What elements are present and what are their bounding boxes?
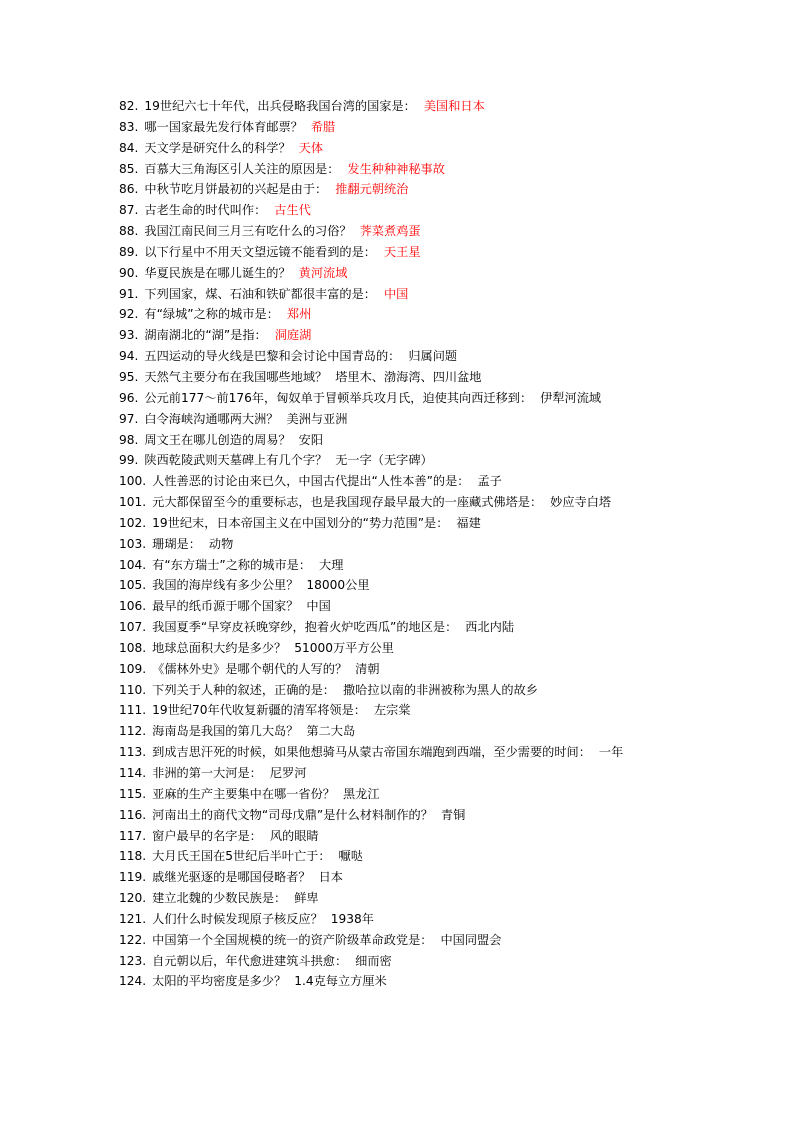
item-body (152, 826, 679, 847)
item-body (144, 284, 679, 305)
item-number: 109. (119, 661, 147, 676)
question-text: 建立北魏的少数民族是： (152, 891, 287, 906)
question-text: 有“东方瑞士”之称的城市是： (152, 557, 312, 572)
item-number: 103. (119, 536, 147, 551)
answer-text: 美洲与亚洲 (286, 411, 348, 426)
answer-text: 无一字（无字碑） (335, 453, 433, 468)
answer-text: 中国 (383, 286, 409, 301)
qa-item (119, 325, 679, 346)
qa-item (119, 826, 679, 847)
qa-item (119, 575, 679, 596)
question-text: 海南岛是我国的第几大岛？ (152, 724, 299, 739)
qa-item (119, 867, 679, 888)
question-text: 《儒林外史》是哪个朝代的人写的？ (152, 661, 348, 676)
item-number: 84. (119, 140, 139, 155)
item-body (144, 450, 679, 471)
answer-text: 塔里木、渤海湾、四川盆地 (335, 369, 482, 384)
answer-text: 西北内陆 (465, 620, 515, 635)
qa-item (119, 555, 679, 576)
qa-item (119, 304, 679, 325)
item-number: 107. (119, 620, 147, 635)
question-text: 自元朝以后，年代愈进建筑斗拱愈： (152, 953, 348, 968)
item-number: 119. (119, 870, 147, 885)
item-number: 93. (119, 328, 139, 343)
item-number: 121. (119, 911, 147, 926)
item-body (144, 179, 679, 200)
question-text: 古老生命的时代叫作： (144, 203, 267, 218)
answer-text: 1938年 (330, 911, 374, 926)
item-body (144, 159, 679, 180)
qa-item (119, 784, 679, 805)
answer-text: 风的眼睛 (269, 828, 319, 843)
item-body (152, 471, 679, 492)
answer-text: 鲜卑 (294, 891, 319, 906)
item-body (152, 930, 679, 951)
item-body (152, 617, 679, 638)
item-number: 124. (119, 974, 147, 989)
question-text: 下列国家，煤、石油和铁矿都很丰富的是： (144, 286, 376, 301)
qa-item (119, 138, 679, 159)
answer-text: 嚈哒 (338, 849, 363, 864)
answer-text: 洞庭湖 (274, 328, 312, 343)
item-number: 94. (119, 349, 139, 364)
qa-item (119, 346, 679, 367)
item-number: 116. (119, 807, 147, 822)
qa-item (119, 951, 679, 972)
answer-text: 孟子 (477, 474, 502, 489)
question-text: 湖南湖北的“湖”是指： (144, 328, 267, 343)
item-number: 83. (119, 119, 139, 134)
item-body (144, 430, 679, 451)
item-body (152, 721, 679, 742)
qa-item (119, 534, 679, 555)
item-number: 96. (119, 390, 139, 405)
answer-text: 推翻元朝统治 (335, 182, 409, 197)
question-text: 百慕大三角海区引人关注的原因是： (144, 161, 340, 176)
item-body (152, 534, 679, 555)
qa-item (119, 638, 679, 659)
item-body (144, 367, 679, 388)
qa-item (119, 159, 679, 180)
item-number: 88. (119, 224, 139, 239)
answer-text: 荠菜煮鸡蛋 (359, 224, 421, 239)
qa-item (119, 200, 679, 221)
item-number: 95. (119, 369, 139, 384)
item-number: 91. (119, 286, 139, 301)
item-body (152, 888, 679, 909)
answer-text: 左宗棠 (373, 703, 411, 718)
item-body (144, 96, 679, 117)
item-number: 105. (119, 578, 147, 593)
answer-text: 尼罗河 (269, 766, 307, 780)
answer-text: 青铜 (440, 807, 466, 822)
item-body (152, 492, 679, 513)
answer-text: 51000万平方公里 (294, 640, 394, 655)
item-number: 123. (119, 953, 147, 968)
answer-text: 古生代 (274, 203, 311, 218)
answer-text: 妙应寺白塔 (550, 495, 612, 510)
qa-item (119, 117, 679, 138)
answer-text: 撒哈拉以南的非洲被称为黑人的故乡 (342, 682, 538, 697)
item-number: 85. (119, 161, 139, 176)
question-text: 哪一国家最先发行体育邮票？ (144, 119, 303, 134)
item-body (152, 596, 679, 617)
question-text: 人们什么时候发现原子核反应？ (152, 911, 323, 926)
question-text: 窗户最早的名字是： (152, 828, 262, 843)
question-text: 中国第一个全国规模的统一的资产阶级革命政党是： (152, 932, 433, 947)
question-text: 天然气主要分布在我国哪些地域？ (144, 369, 328, 384)
item-number: 89. (119, 244, 139, 259)
question-text: 珊瑚是： (152, 536, 201, 551)
item-body (144, 138, 679, 159)
qa-item (119, 513, 679, 534)
qa-item (119, 242, 679, 263)
question-text: 河南出土的商代文物“司母戊鼎”是什么材料制作的？ (152, 807, 433, 822)
item-number: 86. (119, 182, 139, 197)
answer-text: 天王星 (383, 244, 421, 259)
qa-item (119, 680, 679, 701)
item-body (152, 638, 679, 659)
item-number: 120. (119, 891, 147, 906)
question-text: 我国夏季“早穿皮袄晚穿纱，抱着火炉吃西瓜”的地区是： (152, 620, 458, 635)
qa-item (119, 617, 679, 638)
question-text: 大月氏王国在5世纪后半叶亡于： (152, 849, 331, 864)
item-body (144, 304, 679, 325)
question-text: 白令海峡沟通哪两大洲？ (144, 411, 279, 426)
answer-text: 美国和日本 (423, 99, 485, 113)
qa-item (119, 367, 679, 388)
item-number: 100. (119, 474, 147, 489)
answer-text: 归属问题 (408, 349, 458, 364)
qa-item (119, 846, 679, 867)
qa-item (119, 742, 679, 763)
qa-list (119, 96, 679, 992)
question-text: 亚麻的生产主要集中在哪一省份？ (152, 786, 335, 801)
item-body (152, 659, 679, 680)
item-body (152, 951, 679, 972)
qa-item (119, 909, 679, 930)
question-text: 戚继光驱逐的是哪国侵略者？ (152, 870, 311, 885)
item-body (152, 513, 679, 534)
item-number: 101. (119, 495, 147, 510)
answer-text: 18000公里 (306, 578, 370, 593)
item-body (152, 909, 679, 930)
item-number: 92. (119, 307, 139, 322)
answer-text: 黄河流域 (298, 265, 348, 280)
qa-item (119, 409, 679, 430)
item-body (152, 555, 679, 576)
qa-item (119, 700, 679, 721)
question-text: 有“绿城”之称的城市是： (144, 307, 279, 322)
item-number: 102. (119, 515, 147, 530)
item-number: 113. (119, 745, 147, 760)
question-text: 太阳的平均密度是多少？ (152, 974, 287, 989)
item-body (144, 221, 679, 242)
question-text: 地球总面积大约是多少？ (152, 640, 287, 655)
question-text: 陕西乾陵武则天墓碑上有几个字？ (144, 453, 328, 468)
item-body (144, 242, 679, 263)
answer-text: 天体 (298, 140, 324, 155)
item-body (152, 700, 679, 721)
qa-item (119, 763, 679, 784)
qa-item (119, 971, 679, 992)
item-number: 122. (119, 932, 147, 947)
answer-text: 动物 (208, 536, 234, 551)
answer-text: 发生种种神秘事故 (347, 161, 445, 176)
qa-item (119, 721, 679, 742)
answer-text: 郑州 (286, 307, 312, 322)
answer-text: 中国 (306, 599, 331, 614)
item-number: 115. (119, 786, 147, 801)
qa-item (119, 430, 679, 451)
question-text: 非洲的第一大河是： (152, 766, 262, 780)
item-number: 111. (119, 703, 147, 718)
question-text: 最早的纸币源于哪个国家？ (152, 599, 299, 614)
item-body (144, 263, 679, 284)
question-text: 公元前177～前176年，匈奴单于冒顿举兵攻月氏，迫使其向西迁移到： (144, 390, 533, 405)
item-number: 90. (119, 265, 139, 280)
answer-text: 大理 (319, 557, 344, 572)
answer-text: 日本 (318, 870, 343, 885)
answer-text: 细而密 (355, 953, 392, 968)
qa-item (119, 96, 679, 117)
question-text: 以下行星中不用天文望远镜不能看到的是： (144, 244, 376, 259)
qa-item (119, 492, 679, 513)
answer-text: 一年 (598, 745, 624, 760)
qa-item (119, 805, 679, 826)
item-body (152, 680, 679, 701)
item-number: 112. (119, 724, 147, 739)
item-body (152, 575, 679, 596)
answer-text: 中国同盟会 (440, 932, 502, 947)
item-body (152, 971, 679, 992)
answer-text: 1.4克每立方厘米 (294, 974, 387, 989)
question-text: 我国的海岸线有多少公里？ (152, 578, 299, 593)
question-text: 19世纪六七十年代，出兵侵略我国台湾的国家是： (144, 99, 416, 113)
question-text: 下列关于人种的叙述，正确的是： (152, 682, 335, 697)
question-text: 中秋节吃月饼最初的兴起是由于： (144, 182, 328, 197)
question-text: 19世纪末，日本帝国主义在中国划分的“势力范围”是： (152, 515, 449, 530)
item-number: 114. (119, 766, 147, 780)
qa-item (119, 471, 679, 492)
qa-item (119, 221, 679, 242)
question-text: 周文王在哪儿创造的周易？ (144, 432, 291, 447)
item-body (144, 325, 679, 346)
question-text: 天文学是研究什么的科学？ (144, 140, 291, 155)
question-text: 五四运动的导火线是巴黎和会讨论中国青岛的： (144, 349, 401, 364)
qa-item (119, 388, 679, 409)
item-body (144, 200, 679, 221)
answer-text: 福建 (456, 515, 481, 530)
answer-text: 伊犁河流域 (540, 390, 602, 405)
answer-text: 安阳 (298, 432, 324, 447)
item-number: 87. (119, 203, 139, 218)
item-number: 110. (119, 682, 147, 697)
question-text: 元大都保留至今的重要标志，也是我国现存最早最大的一座藏式佛塔是： (152, 495, 543, 510)
item-body (144, 346, 679, 367)
question-text: 19世纪70年代收复新疆的清军将领是： (152, 703, 366, 718)
item-number: 104. (119, 557, 147, 572)
answer-text: 希腊 (310, 119, 336, 134)
item-body (144, 388, 679, 409)
item-number: 106. (119, 599, 147, 614)
item-body (152, 805, 679, 826)
item-number: 82. (119, 99, 139, 113)
item-number: 108. (119, 640, 147, 655)
item-number: 98. (119, 432, 139, 447)
question-text: 人性善恶的讨论由来已久，中国古代提出“人性本善”的是： (152, 474, 470, 489)
answer-text: 第二大岛 (306, 724, 356, 739)
item-body (152, 846, 679, 867)
question-text: 到成吉思汗死的时候，如果他想骑马从蒙古帝国东端跑到西端，至少需要的时间： (152, 745, 591, 760)
item-body (144, 117, 679, 138)
question-text: 华夏民族是在哪儿诞生的？ (144, 265, 291, 280)
qa-item (119, 596, 679, 617)
question-text: 我国江南民间三月三有吃什么的习俗？ (144, 224, 352, 239)
answer-text: 清朝 (355, 661, 380, 676)
item-body (152, 742, 679, 763)
item-body (152, 867, 679, 888)
item-body (152, 763, 679, 784)
qa-item (119, 930, 679, 951)
qa-item (119, 888, 679, 909)
qa-item (119, 450, 679, 471)
qa-item (119, 179, 679, 200)
qa-item (119, 263, 679, 284)
item-number: 99. (119, 453, 139, 468)
item-number: 117. (119, 828, 147, 843)
item-number: 97. (119, 411, 139, 426)
qa-item (119, 284, 679, 305)
answer-text: 黑龙江 (342, 786, 380, 801)
item-body (152, 784, 679, 805)
item-body (144, 409, 679, 430)
qa-item (119, 659, 679, 680)
item-number: 118. (119, 849, 147, 864)
